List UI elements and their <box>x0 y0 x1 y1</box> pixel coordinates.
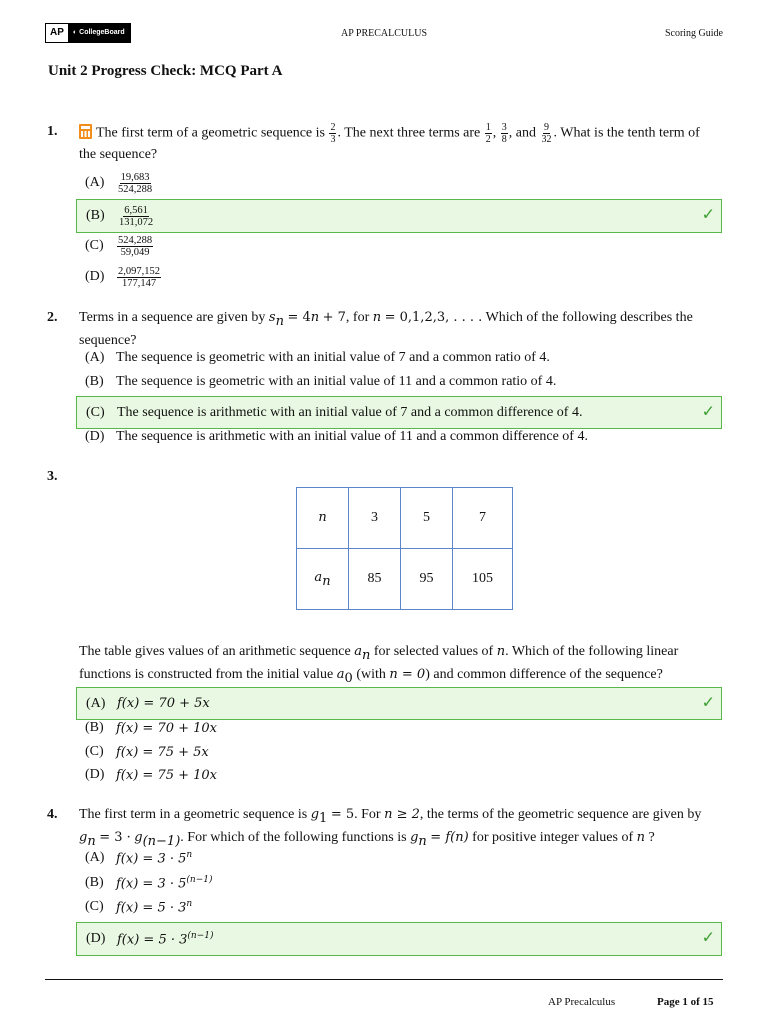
q4-stem-b: . For <box>354 807 381 822</box>
option-letter: (C) <box>86 404 105 420</box>
q1-stem-e: the sequence? <box>79 147 158 162</box>
q2-sn-tail: + 7 <box>322 310 346 325</box>
q1-number: 1. <box>47 124 58 139</box>
q3-sequence-table <box>296 487 513 610</box>
q1-frac-2: $\frac{1}{2}$ <box>485 122 491 145</box>
logo-ap: AP <box>46 24 68 42</box>
option-text: f(x) = 70 + 5x <box>117 696 210 711</box>
q1-frac-4: $\frac{9}{32}$ <box>541 122 552 145</box>
q4-number: 4. <box>47 807 58 822</box>
option-letter: (C) <box>85 899 104 914</box>
q3-option-b[interactable] <box>76 716 722 740</box>
q2-option-a[interactable] <box>76 346 722 370</box>
q1-option-b[interactable] <box>76 199 722 233</box>
option-letter: (C) <box>85 744 104 759</box>
q3-stem-d: functions is constructed from the initial value <box>79 666 334 682</box>
option-fraction: $\frac{2,097,152}{177,147}$ <box>118 265 160 289</box>
q2-n-vals: = 0,1,2,3, . . . . <box>384 310 483 325</box>
q4-stem-a: The first term in a geometric sequence is <box>79 807 308 822</box>
table-row <box>297 549 513 610</box>
option-fraction: $\frac{19,683}{524,288}$ <box>118 171 153 195</box>
q2-option-d[interactable] <box>76 425 722 449</box>
q2-number: 2. <box>47 310 58 325</box>
table-cell: 105 <box>453 549 513 610</box>
option-letter: (B) <box>85 875 104 890</box>
page-title: Unit 2 Progress Check: MCQ Part A <box>48 63 283 79</box>
option-letter: (A) <box>85 350 105 365</box>
q2-sn-eq: = 4 <box>287 310 311 325</box>
q3-option-c[interactable] <box>76 740 722 764</box>
table-cell: 85 <box>349 549 401 610</box>
q2-sn-n: n <box>310 310 320 325</box>
q3-stem-f: ) and common difference of the sequence? <box>425 666 663 682</box>
q2-stem-c: Which of the following describes the <box>485 310 693 325</box>
header-course: AP PRECALCULUS <box>340 28 428 39</box>
table-row <box>297 488 513 549</box>
q2-stem-d: sequence? <box>79 332 137 348</box>
q1-stem-c: , and <box>508 125 536 141</box>
option-fraction: $\frac{524,288}{59,049}$ <box>118 234 153 258</box>
option-text: $f(x) = 3 \cdot 5^{(n-1)}$ <box>116 874 213 892</box>
q2-sn-sub: n <box>275 313 284 329</box>
q4-option-b[interactable] <box>76 871 722 895</box>
footer-divider <box>45 979 723 980</box>
option-text: $f(x) = 3 \cdot 5^n$ <box>116 849 193 867</box>
option-letter: (B) <box>85 374 104 389</box>
q1-stem-b: . The next three terms are <box>337 125 481 141</box>
option-letter: (B) <box>85 720 104 735</box>
correct-check-icon: ✓ <box>701 927 715 947</box>
calculator-icon <box>79 124 92 139</box>
table-cell: 3 <box>349 488 401 549</box>
footer-page-number: Page 1 of 15 <box>657 996 714 1008</box>
q4-stem-d: . For which of the following functions is <box>180 829 407 845</box>
q2-option-b[interactable] <box>76 370 722 394</box>
q4-stem-f: ? <box>648 829 655 845</box>
option-letter: (D) <box>85 767 105 782</box>
footer-course: AP Precalculus <box>548 996 616 1008</box>
q2-sn: s <box>268 310 276 325</box>
option-text: The sequence is geometric with an initial value of 7 and a common ratio of 4. <box>116 350 550 365</box>
logo-cb-text: CollegeBoard <box>79 29 125 36</box>
q1-frac-1: $\frac{2}{3}$ <box>330 122 336 145</box>
q4-stem-e: for positive integer values of <box>472 829 634 845</box>
q4-stem-c: , the terms of the geometric sequence are given by <box>419 807 702 822</box>
q1-option-d[interactable] <box>76 262 722 292</box>
q3-stem-c: . Which of the following linear <box>505 644 679 659</box>
option-text: The sequence is arithmetic with an initial value of 11 and a common difference of 4. <box>116 429 588 444</box>
option-letter: (A) <box>85 175 105 190</box>
q3-option-d[interactable] <box>76 763 722 787</box>
option-letter: (C) <box>85 238 104 253</box>
q1-stem-d: . What is the tenth term of <box>553 125 700 141</box>
option-text: The sequence is arithmetic with an initial value of 7 and a common difference of 4. <box>117 404 583 420</box>
option-letter: (D) <box>86 931 106 946</box>
q4-option-a[interactable] <box>76 846 722 870</box>
table-cell: 95 <box>401 549 453 610</box>
q3-stem-e: (with <box>356 666 386 682</box>
q1-stem-a: The first term of a geometric sequence is <box>96 125 325 141</box>
acorn-icon: ◐ <box>72 29 78 36</box>
option-letter: (D) <box>85 429 105 444</box>
q3-stem-b: for selected values of <box>373 644 494 659</box>
correct-check-icon: ✓ <box>701 692 715 712</box>
q1-option-c[interactable] <box>76 231 722 261</box>
option-fraction: $\frac{6,561}{131,072}$ <box>119 204 154 228</box>
option-letter: (A) <box>86 695 106 711</box>
correct-check-icon: ✓ <box>701 401 715 421</box>
option-text: f(x) = 75 + 5x <box>116 744 209 760</box>
q1-frac-3: $\frac{3}{8}$ <box>501 122 507 145</box>
q2-n-var: n <box>372 310 382 325</box>
option-letter: (B) <box>86 208 105 223</box>
option-letter: (D) <box>85 269 105 284</box>
option-letter: (A) <box>85 850 105 865</box>
option-text: f(x) = 75 + 10x <box>116 767 218 783</box>
q3-stem: The table gives values of an arithmetic sequence $a_n$ for selected values of n. Which of the following linear functions is constructed from the initial value $a_0$ (with n = 0) and common difference of the sequence? <box>79 644 679 686</box>
table-header-cell: n <box>297 488 349 549</box>
option-text: $f(x) = 5 \cdot 3^{(n-1)}$ <box>117 930 214 948</box>
header-guide: Scoring Guide <box>664 28 723 39</box>
option-text: f(x) = 70 + 10x <box>116 720 218 736</box>
q4-stem: The first term in a geometric sequence is $g_1 = 5$. For n ≥ 2, the terms of the geometric sequence are given by $g_n = 3 \cdot g_{(n-1)}$. For which of the following functions is $g_n = f(n)$ for positive integer values of n ? <box>79 807 702 849</box>
correct-check-icon: ✓ <box>701 204 715 224</box>
q2-stem-b: , for <box>345 310 370 325</box>
q4-option-d[interactable] <box>76 922 722 956</box>
q3-stem-a: The table gives values of an arithmetic sequence <box>79 644 351 659</box>
table-header-cell: $a_n$ <box>297 549 349 610</box>
q4-option-c[interactable] <box>76 895 722 919</box>
table-cell: 5 <box>401 488 453 549</box>
q3-number: 3. <box>47 469 58 484</box>
option-text: $f(x) = 5 \cdot 3^n$ <box>116 898 193 916</box>
table-cell: 7 <box>453 488 513 549</box>
option-text: The sequence is geometric with an initial value of 11 and a common ratio of 4. <box>116 374 557 389</box>
q1-stem: The first term of a geometric sequence is $\frac{2}{3}$ . The next three terms are $\frac{1}{2}$ , $\frac{3}{8}$ , and $\frac{9}{32}$ . What is the tenth term of the sequence? <box>79 122 700 162</box>
q1-option-a[interactable] <box>76 168 722 198</box>
q2-stem <box>79 308 729 350</box>
q2-stem-a: Terms in a sequence are given by <box>79 310 266 325</box>
